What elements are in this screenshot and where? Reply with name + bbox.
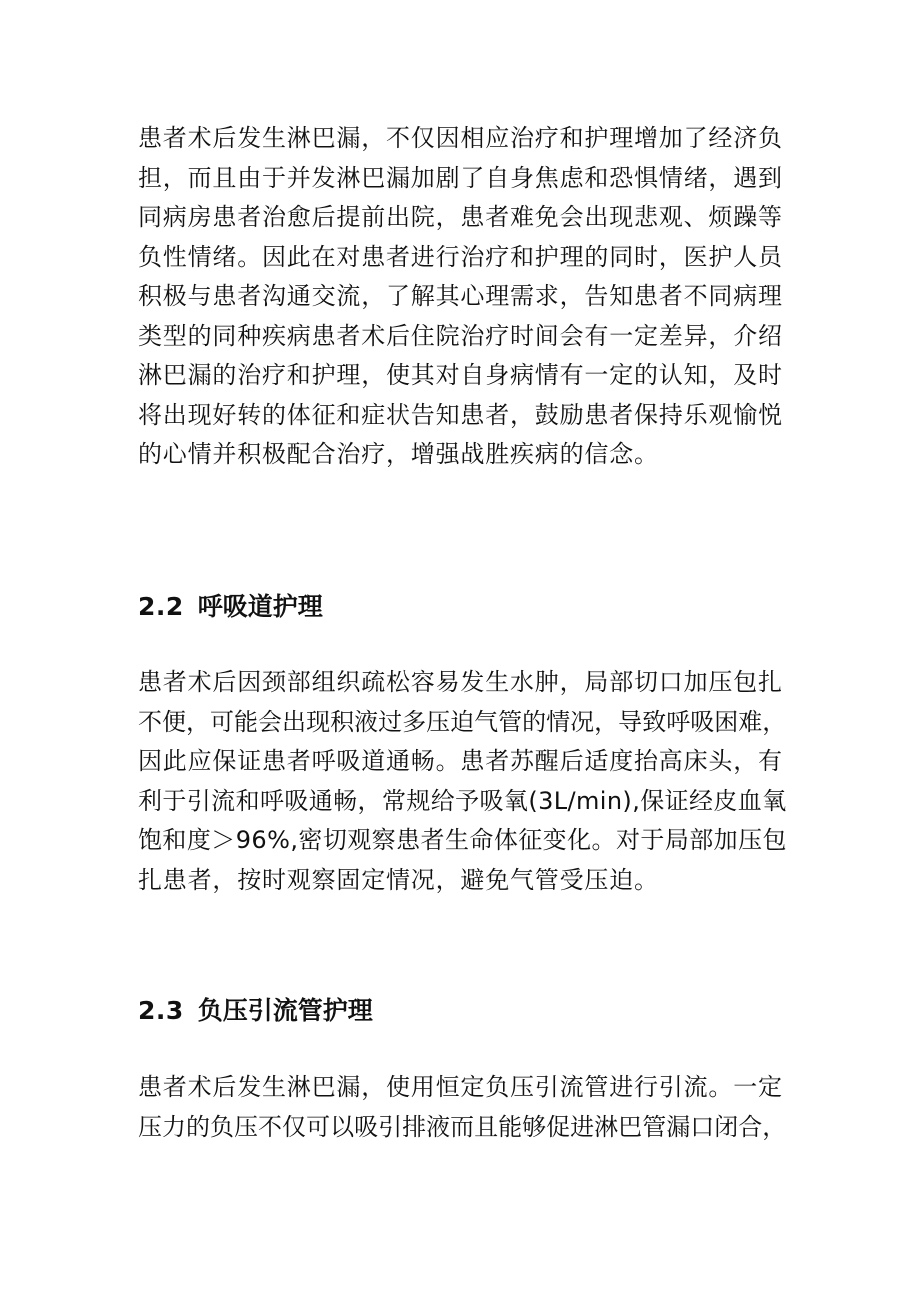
section-title: 呼吸道护理 bbox=[197, 592, 323, 621]
text-line: 的心情并积极配合治疗，增强战胜疾病的信念。 bbox=[138, 440, 659, 468]
text-line: 扎患者，按时观察固定情况，避免气管受压迫。 bbox=[138, 865, 659, 894]
text-line: 类型的同种疾病患者术后住院治疗时间会有一定差异，介绍 bbox=[138, 321, 783, 350]
text-line: 淋巴漏的治疗和护理，使其对自身病情有一定的认知，及时 bbox=[138, 361, 783, 389]
text-line: 饱和度＞96%,密切观察患者生命体征变化。对于局部加压包 bbox=[138, 826, 787, 854]
text-line: 患者术后发生淋巴漏，使用恒定负压引流管进行引流。一定 bbox=[138, 1073, 783, 1101]
paragraph-drainage-care bbox=[138, 1068, 788, 1147]
text-line: 积极与患者沟通交流，了解其心理需求，告知患者不同病理 bbox=[138, 282, 783, 310]
text-line: 负性情绪。因此在对患者进行治疗和护理的同时，医护人员 bbox=[138, 242, 783, 271]
section-number: 2.2 bbox=[138, 592, 184, 621]
text-line: 同病房患者治愈后提前出院，患者难免会出现悲观、烦躁等 bbox=[138, 203, 783, 231]
text-line: 利于引流和呼吸通畅，常规给予吸氧(3L∕min),保证经皮血氧 bbox=[138, 786, 787, 815]
text-line: 患者术后因颈部组织疏松容易发生水肿，局部切口加压包扎 bbox=[138, 668, 783, 696]
text-line: 担，而且由于并发淋巴漏加剧了自身焦虑和恐惧情绪，遇到 bbox=[138, 163, 783, 192]
section-number: 2.3 bbox=[138, 996, 184, 1025]
text-line: 患者术后发生淋巴漏，不仅因相应治疗和护理增加了经济负 bbox=[138, 124, 783, 152]
section-heading-2-3 bbox=[138, 995, 373, 1027]
section-title: 负压引流管护理 bbox=[197, 996, 373, 1025]
paragraph-respiratory-care bbox=[138, 663, 788, 900]
paragraph-psychological-care bbox=[138, 119, 788, 475]
text-line: 将出现好转的体征和症状告知患者，鼓励患者保持乐观愉悦 bbox=[138, 400, 783, 429]
section-heading-2-2 bbox=[138, 591, 323, 623]
text-line: 不便，可能会出现积液过多压迫气管的情况，导致呼吸困难， bbox=[138, 707, 787, 736]
text-line: 压力的负压不仅可以吸引排液而且能够促进淋巴管漏口闭合， bbox=[138, 1112, 787, 1141]
text-line: 因此应保证患者呼吸道通畅。患者苏醒后适度抬高床头，有 bbox=[138, 747, 783, 775]
